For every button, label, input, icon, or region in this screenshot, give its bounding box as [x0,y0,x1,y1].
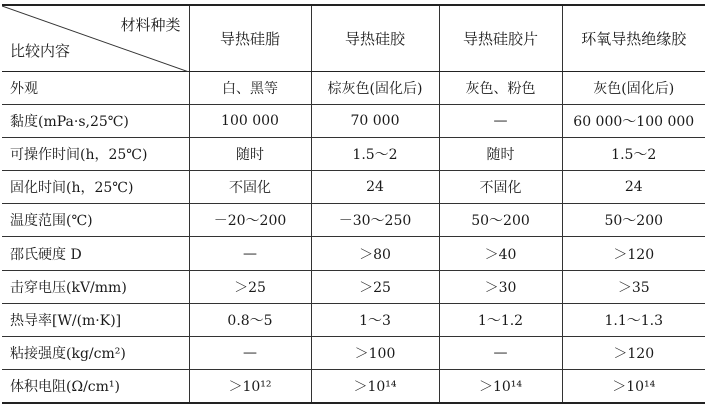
table-cell: 50～200 [562,204,705,237]
corner-comparison-label: 比较内容 [10,41,71,60]
row-label: 温度范围(℃) [2,204,189,237]
row-label: 粘接强度(kg/cm²) [2,337,189,370]
table-cell: ＞120 [562,237,705,270]
table-cell: 随时 [439,137,562,170]
table-cell: 灰色、粉色 [439,71,562,104]
table-cell: ＞120 [562,337,705,370]
table-cell: 1.1～1.3 [562,303,705,336]
table-cell: 棕灰色(固化后) [311,71,439,104]
table-cell: ＞25 [189,270,311,303]
table-cell: 24 [562,171,705,204]
table-cell: 50～200 [439,204,562,237]
table-cell: 60 000～100 000 [562,104,705,137]
column-header: 导热硅胶 [311,5,439,71]
row-label: 外观 [2,71,189,104]
table-cell: ＞25 [311,270,439,303]
row-label: 可操作时间(h，25℃) [2,137,189,170]
table-row [2,171,705,204]
table-row [2,71,705,104]
row-label: 邵氏硬度 D [2,237,189,270]
column-header: 环氧导热绝缘胶 [562,5,705,71]
table-cell: — [439,104,562,137]
column-header: 导热硅脂 [189,5,311,71]
table-cell: 0.8～5 [189,303,311,336]
header-row [2,5,705,71]
diagonal-corner-header [2,5,189,71]
table-cell: －30～250 [311,204,439,237]
table-cell: 随时 [189,137,311,170]
table-cell: — [189,237,311,270]
row-label: 黏度(mPa·s,25℃) [2,104,189,137]
table-cell: 1.5～2 [311,137,439,170]
table-row [2,270,705,303]
table-cell: 1～1.2 [439,303,562,336]
corner-material-type-label: 材料种类 [120,16,181,34]
thermal-material-comparison-table [2,4,705,404]
table-row [2,204,705,237]
table-cell: — [439,337,562,370]
table-row [2,104,705,137]
row-label: 击穿电压(kV/mm) [2,270,189,303]
table-body [2,71,705,403]
table-cell: ＞35 [562,270,705,303]
table-cell: ＞10¹⁴ [311,370,439,403]
table-cell: ＞40 [439,237,562,270]
table-cell: ＞10¹² [189,370,311,403]
table-cell: 灰色(固化后) [562,71,705,104]
row-label: 热导率[W/(m·K)] [2,303,189,336]
table-cell: 24 [311,171,439,204]
table-cell: 不固化 [189,171,311,204]
table-cell: ＞100 [311,337,439,370]
table-cell: 1～3 [311,303,439,336]
table-cell: 不固化 [439,171,562,204]
table-cell: — [189,337,311,370]
table-cell: 70 000 [311,104,439,137]
table-row [2,337,705,370]
row-label: 体积电阻(Ω/cm¹) [2,370,189,403]
table-cell: ＞80 [311,237,439,270]
table-row [2,237,705,270]
table-cell: －20～200 [189,204,311,237]
table-row [2,370,705,403]
table-cell: 白、黑等 [189,71,311,104]
table-cell: ＞10¹⁴ [562,370,705,403]
table-row [2,137,705,170]
row-label: 固化时间(h，25℃) [2,171,189,204]
table-cell: ＞10¹⁴ [439,370,562,403]
table-row [2,303,705,336]
column-header: 导热硅胶片 [439,5,562,71]
table-cell: 100 000 [189,104,311,137]
table-cell: ＞30 [439,270,562,303]
table-cell: 1.5～2 [562,137,705,170]
comparison-table-container [2,4,705,404]
